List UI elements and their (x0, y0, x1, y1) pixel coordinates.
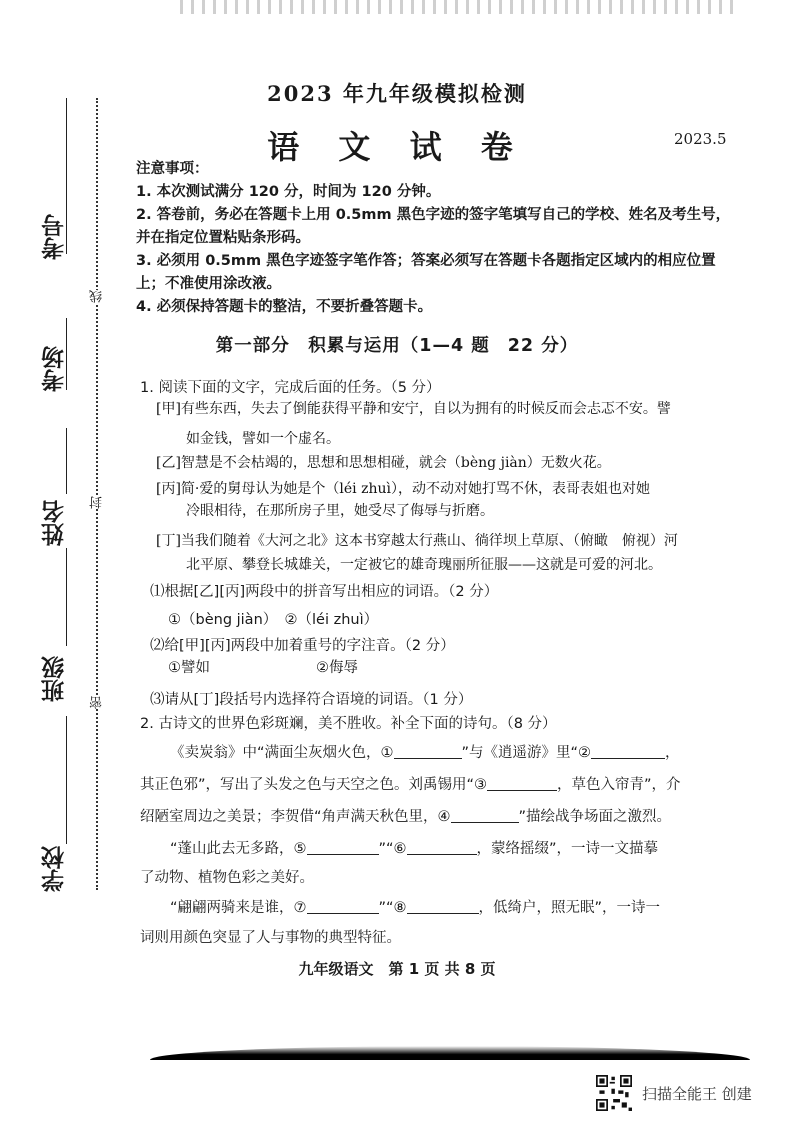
answer-blank-3[interactable] (487, 776, 557, 791)
cut-mark-mi: 密 (90, 696, 105, 709)
field-line-xingming (66, 428, 67, 494)
passage-jia-line1: [甲]有些东西，失去了倒能获得平静和安宁，自以为拥有的时候反而会忐忑不安。譬 (156, 401, 671, 417)
passage-bing-line2: 冷眼相待，在那所房子里，她受尽了侮辱与折磨。 (186, 503, 494, 519)
instruction-line: 1. 本次测试满分 120 分，时间为 120 分钟。 (136, 184, 441, 200)
answer-blank-6[interactable] (407, 840, 477, 855)
passage-yi: [乙]智慧是不会枯竭的，思想和思想相碰，就会（bèng jiàn）无数火花。 (156, 455, 611, 471)
field-label-banji: 班级 (42, 656, 68, 702)
line-text: ”与《逍遥游》里“② (461, 745, 592, 761)
instructions-heading: 注意事项： (136, 161, 209, 177)
question-1-sub3: ⑶请从[丁]段括号内选择符合语境的词语。（1 分） (150, 692, 473, 708)
part-one-heading (0, 332, 794, 357)
passage-ding-line2: 北平原、攀登长城雄关，一定被它的雄奇瑰丽所征服——这就是可爱的河北。 (186, 557, 662, 573)
answer-blank-1[interactable] (394, 744, 462, 759)
line-text: 《卖炭翁》中“满面尘灰烟火色，① (170, 745, 394, 761)
question-1-sub2-item2: ②侮辱 (316, 660, 358, 676)
part-one-points: 22 分） (507, 336, 579, 356)
instruction-line: 3. 必须用 0.5mm 黑色字迹签字笔作答；答案必须写在答题卡各题指定区域内的相应位置 (136, 253, 716, 269)
instruction-line: 上；不准使用涂改液。 (136, 276, 281, 292)
field-label-xuexiao: 学校 (42, 846, 68, 892)
line-text: “翩翩两骑来是谁，⑦ (170, 900, 307, 916)
line-text: ， (665, 745, 680, 761)
question-2-stem: 2. 古诗文的世界色彩斑斓，美不胜收。补全下面的诗句。（8 分） (140, 716, 557, 732)
passage-ding-line1: [丁]当我们随着《大河之北》这本书穿越太行燕山、徜徉坝上草原、（俯瞰 俯视）河 (156, 533, 678, 549)
question-2-line2 (140, 773, 681, 794)
question-1-sub2-item1: ①譬如 (168, 660, 210, 676)
instruction-line: 并在指定位置粘贴条形码。 (136, 230, 310, 246)
field-label-kaochang: 考场 (42, 346, 68, 392)
line-text: “蓬山此去无多路，⑤ (170, 841, 307, 857)
exam-title: 2023 年九年级模拟检测 (267, 81, 527, 106)
cut-mark-xian: 线 (90, 290, 105, 303)
answer-blank-4[interactable] (451, 808, 519, 823)
line-text: ”“⑥ (378, 841, 407, 857)
page-footer: 九年级语文 第 1 页 共 8 页 (298, 960, 496, 978)
seal-dotted-line (96, 98, 98, 890)
field-label-xingming: 姓名 (42, 500, 68, 546)
question-1-stem: 1. 阅读下面的文字，完成后面的任务。（5 分） (140, 380, 441, 396)
cut-mark-feng: 封 (90, 496, 105, 509)
scanner-watermark: 扫描全能王 创建 (642, 1085, 752, 1103)
passage-jia-line2: 如金钱，譬如一个虚名。 (186, 431, 340, 447)
question-2-line3 (140, 805, 671, 826)
question-1-sub1: ⑴根据[乙][丙]两段中的拼音写出相应的词语。（2 分） (150, 584, 499, 600)
scan-edge-shadow (150, 1046, 750, 1060)
question-2-line6 (170, 896, 660, 917)
question-1-sub1-items: ①（bèng jiàn） ②（léi zhuì） (168, 612, 379, 628)
question-2-line1 (170, 741, 680, 762)
scan-noise (180, 0, 740, 14)
exam-date: 2023.5 (674, 130, 727, 148)
field-label-kaohao: 考号 (42, 214, 68, 260)
line-text: ”“⑧ (378, 900, 407, 916)
question-2-line7: 词则用颜色突显了人与事物的典型特征。 (140, 930, 401, 946)
qr-code-icon (596, 1075, 632, 1111)
question-2-line5: 了动物、植物色彩之美好。 (140, 870, 314, 886)
line-text: 绍陋室周边之美景；李贺借“角声满天秋色里，④ (140, 809, 451, 825)
line-text: ，蒙络摇缀”，一诗一文描摹 (476, 841, 659, 857)
instruction-line: 4. 必须保持答题卡的整洁，不要折叠答题卡。 (136, 299, 433, 315)
line-text: ”描绘战争场面之激烈。 (518, 809, 672, 825)
field-line-xuexiao (66, 716, 67, 844)
instruction-line: 2. 答卷前，务必在答题卡上用 0.5mm 黑色字迹的签字笔填写自己的学校、姓名及考生号， (136, 207, 731, 223)
line-text: ，草色入帘青”，介 (557, 777, 681, 793)
answer-blank-2[interactable] (591, 744, 665, 759)
answer-blank-8[interactable] (407, 899, 479, 914)
field-line-banji (66, 548, 67, 646)
question-1-sub2: ⑵给[甲][丙]两段中加着重号的字注音。（2 分） (150, 638, 455, 654)
instructions (136, 158, 736, 319)
passage-bing-line1: [丙]简·爱的舅母认为她是个（léi zhuì），动不动对她打骂不休，表哥表姐也对她 (156, 481, 650, 497)
line-text: 其正色邪”，写出了头发之色与天空之色。刘禹锡用“③ (140, 777, 488, 793)
line-text: ，低绮户，照无眠”，一诗一 (478, 900, 661, 916)
part-one-title: 第一部分 积累与运用（1—4 题 (215, 336, 490, 356)
answer-blank-5[interactable] (307, 840, 379, 855)
answer-blank-7[interactable] (307, 899, 379, 914)
question-2-line4 (170, 837, 658, 858)
exam-subtitle: 语 文 试 卷 (267, 128, 527, 166)
